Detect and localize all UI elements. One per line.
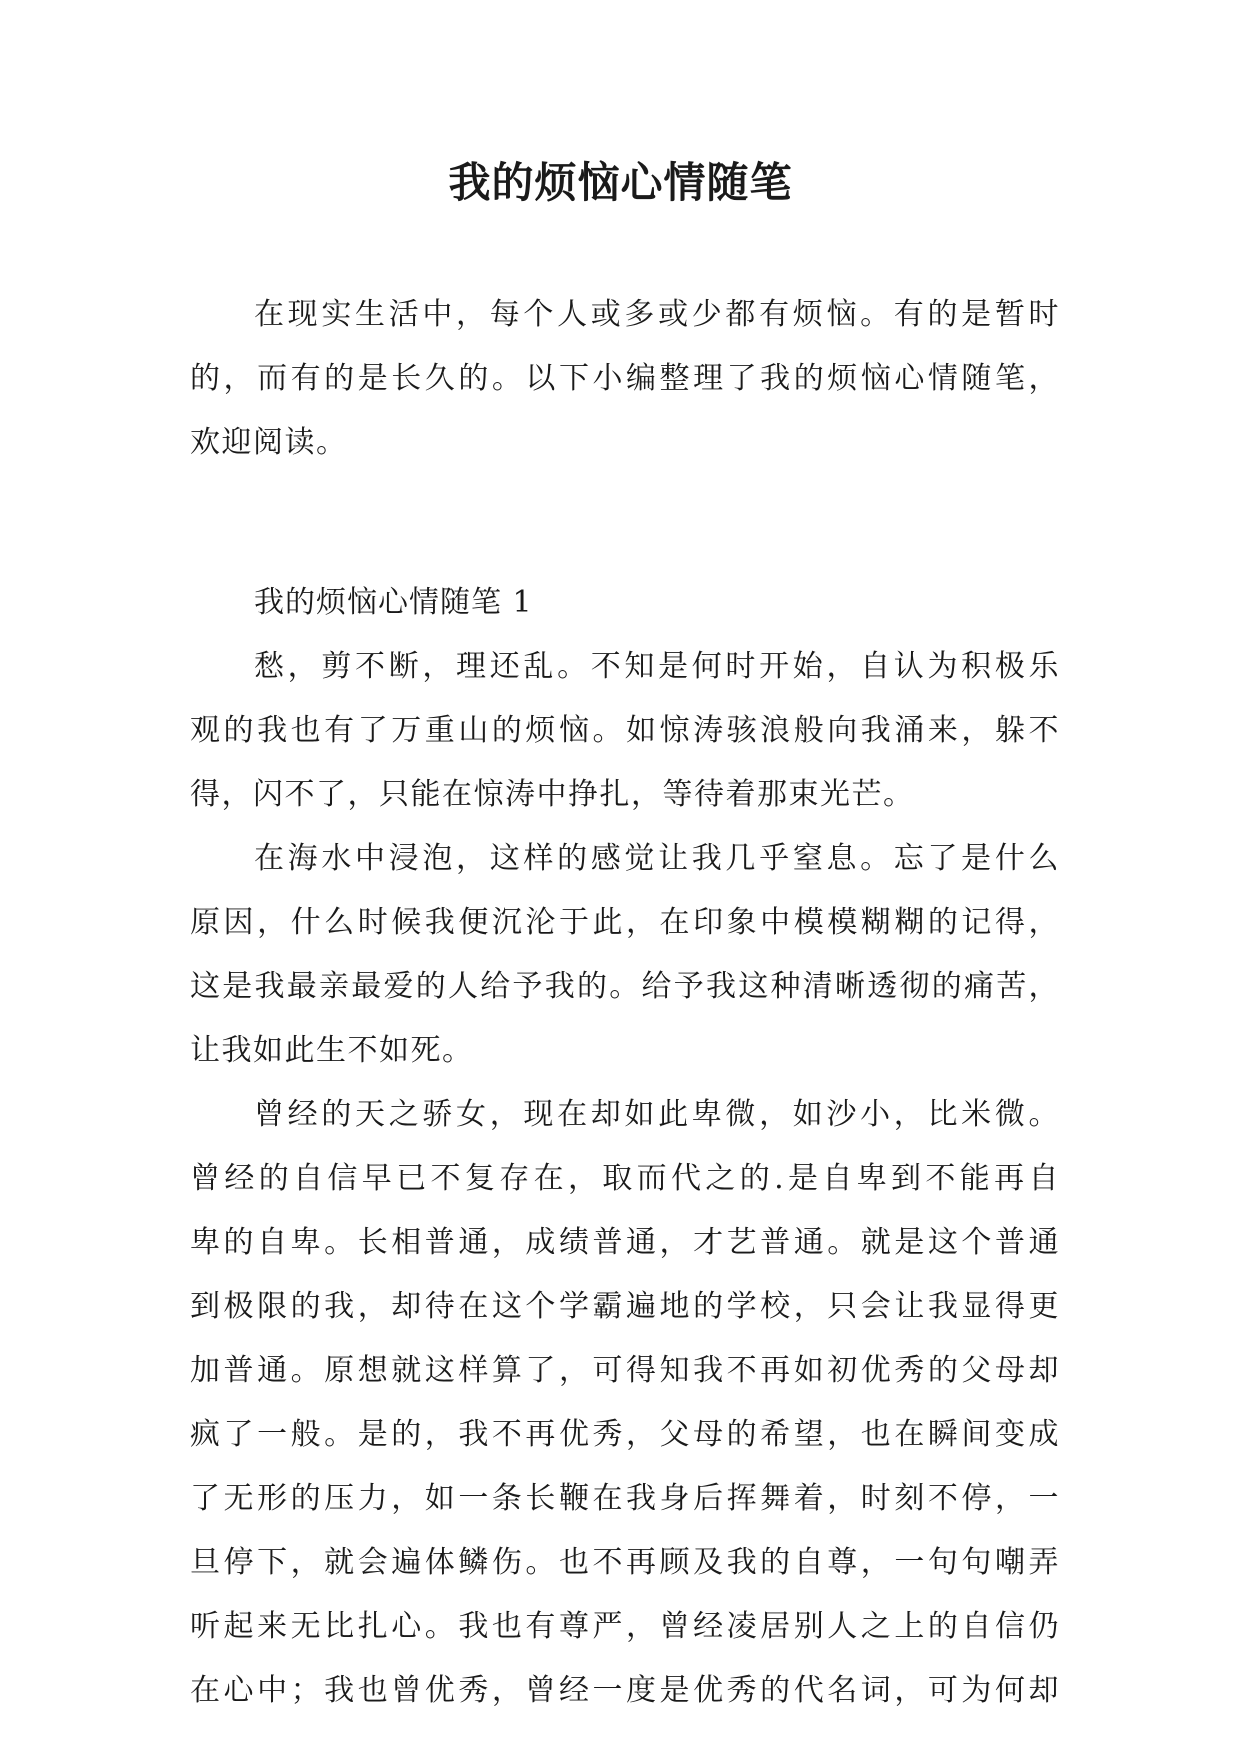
paragraph-line: 在海水中浸泡，这样的感觉让我几乎窒息。忘了是什么 xyxy=(254,841,1060,876)
paragraph-line: 愁，剪不断，理还乱。不知是何时开始，自认为积极乐 xyxy=(254,649,1060,684)
intro-line: 的，而有的是长久的。以下小编整理了我的烦恼心情随笔， xyxy=(190,361,1060,396)
paragraph-line: 听起来无比扎心。我也有尊严，曾经凌居别人之上的自信仍 xyxy=(190,1609,1060,1644)
paragraph-line: 原因，什么时候我便沉沦于此，在印象中模模糊糊的记得， xyxy=(190,905,1060,940)
paragraph-line: 旦停下，就会遍体鳞伤。也不再顾及我的自尊，一句句嘲弄 xyxy=(190,1545,1060,1580)
section-heading: 我的烦恼心情随笔 1 xyxy=(254,585,533,620)
paragraph-line: 这是我最亲最爱的人给予我的。给予我这种清晰透彻的痛苦， xyxy=(190,969,1060,1004)
paragraph-line: 卑的自卑。长相普通，成绩普通，才艺普通。就是这个普通 xyxy=(190,1225,1060,1260)
document-body xyxy=(190,283,1060,1723)
paragraph-line: 到极限的我，却待在这个学霸遍地的学校，只会让我显得更 xyxy=(190,1289,1060,1324)
paragraph-line: 疯了一般。是的，我不再优秀，父母的希望，也在瞬间变成 xyxy=(190,1417,1060,1452)
paragraph-line: 曾经的自信早已不复存在，取而代之的.是自卑到不能再自 xyxy=(190,1161,1060,1196)
intro-line: 欢迎阅读。 xyxy=(190,425,348,460)
paragraph-line: 让我如此生不如死。 xyxy=(190,1033,474,1068)
paragraph-line: 观的我也有了万重山的烦恼。如惊涛骇浪般向我涌来，躲不 xyxy=(190,713,1060,748)
intro-line: 在现实生活中，每个人或多或少都有烦恼。有的是暂时 xyxy=(254,297,1060,332)
paragraph-line: 了无形的压力，如一条长鞭在我身后挥舞着，时刻不停，一 xyxy=(190,1481,1060,1516)
paragraph-line: 曾经的天之骄女，现在却如此卑微，如沙小，比米微。 xyxy=(254,1097,1060,1132)
document-title: 我的烦恼心情随笔 xyxy=(448,158,793,207)
paragraph-line: 在心中；我也曾优秀，曾经一度是优秀的代名词，可为何却 xyxy=(190,1673,1060,1708)
paragraph-line: 得，闪不了，只能在惊涛中挣扎，等待着那束光芒。 xyxy=(190,777,915,812)
paragraph-gap xyxy=(190,475,1060,571)
paragraph-line: 加普通。原想就这样算了，可得知我不再如初优秀的父母却 xyxy=(190,1353,1060,1388)
